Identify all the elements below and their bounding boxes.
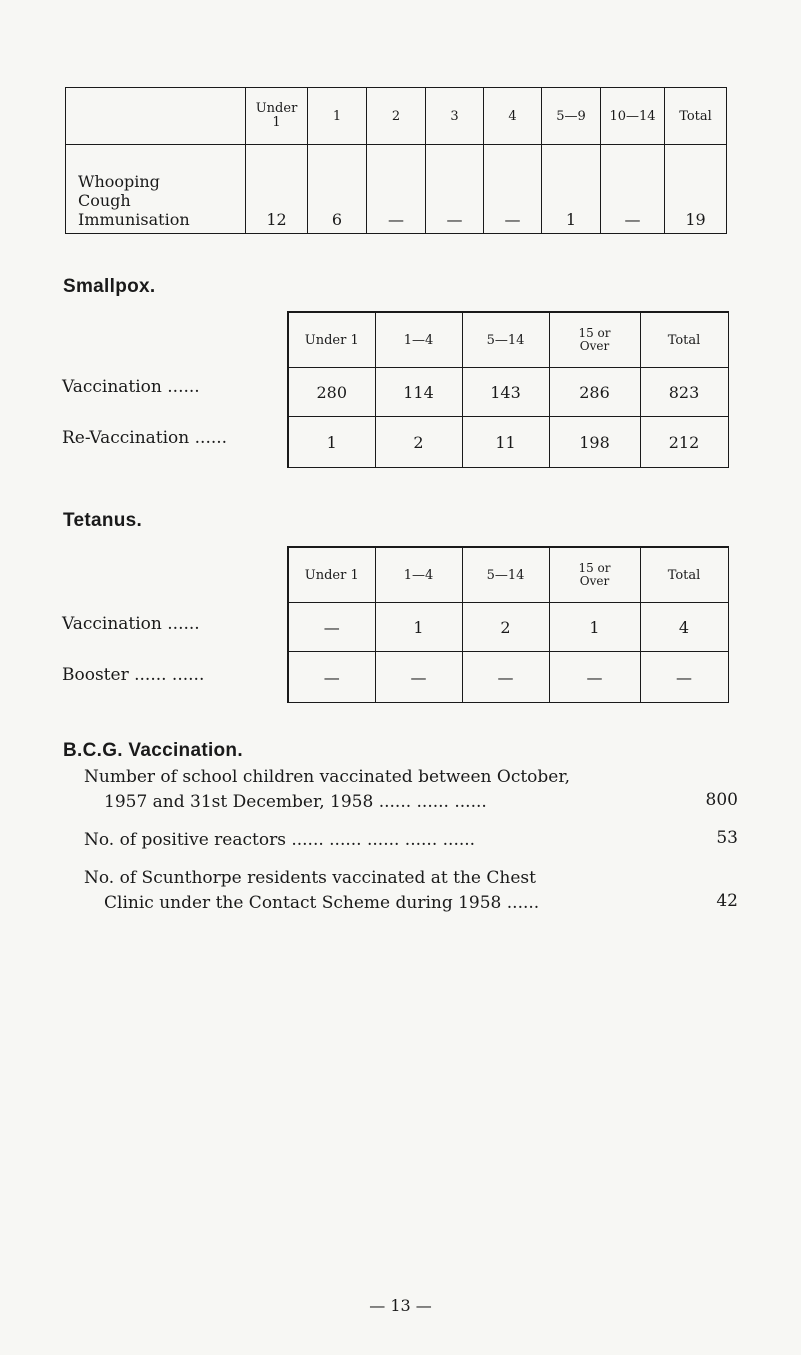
table-row — [288, 417, 728, 468]
bcg-item-3-line-2: Clinic under the Contact Scheme during 1958 ...... — [104, 893, 540, 913]
data-cell: 2 — [462, 603, 549, 652]
header-cell: 1 — [308, 88, 367, 145]
header-cell: 1—4 — [375, 312, 462, 368]
data-cell: — — [288, 652, 375, 703]
header-cell: Under 1 — [288, 312, 375, 368]
data-cell: 12 — [246, 145, 308, 234]
data-cell: — — [375, 652, 462, 703]
header-cell: Total — [665, 88, 727, 145]
data-cell: — — [484, 145, 542, 234]
data-cell: — — [601, 145, 665, 234]
tetanus-heading: Tetanus. — [63, 510, 143, 531]
bcg-item-3-line-1: No. of Scunthorpe residents vaccinated at the Chest — [84, 868, 536, 888]
data-cell: 19 — [665, 145, 727, 234]
header-cell — [66, 88, 246, 145]
page-number: — 13 — — [369, 1296, 432, 1315]
bcg-item-3-value: 42 — [716, 891, 738, 911]
data-cell: 280 — [288, 368, 375, 417]
bcg-item-2-line-1: No. of positive reactors ...... ...... ...... ...... ...... — [84, 830, 476, 850]
header-cell: Under 1 — [288, 547, 375, 603]
label-line: Whooping — [78, 172, 160, 191]
bcg-item-1-value: 800 — [705, 790, 738, 810]
data-cell: 1 — [375, 603, 462, 652]
data-cell: 286 — [549, 368, 640, 417]
row-label-vaccination: Vaccination ...... — [62, 614, 200, 634]
data-cell: — — [426, 145, 484, 234]
data-cell: — — [288, 603, 375, 652]
data-cell: 143 — [462, 368, 549, 417]
data-cell: — — [462, 652, 549, 703]
data-cell: 2 — [375, 417, 462, 468]
header-cell: 10—14 — [601, 88, 665, 145]
data-cell: 198 — [549, 417, 640, 468]
bcg-heading: B.C.G. Vaccination. — [63, 740, 243, 761]
data-cell: — — [367, 145, 426, 234]
tetanus-table — [287, 546, 729, 703]
header-cell: 5—14 — [462, 312, 549, 368]
data-cell: 4 — [640, 603, 728, 652]
data-cell: 823 — [640, 368, 728, 417]
row-label — [66, 145, 246, 234]
data-cell: — — [640, 652, 728, 703]
header-row — [288, 547, 728, 603]
bcg-item-2-value: 53 — [716, 828, 738, 848]
data-cell: 6 — [308, 145, 367, 234]
header-cell: Under 1 — [246, 88, 308, 145]
header-cell: 5—9 — [542, 88, 601, 145]
whooping-cough-table — [65, 87, 727, 234]
table-row — [288, 652, 728, 703]
header-cell: Total — [640, 312, 728, 368]
header-cell: 15 or Over — [549, 547, 640, 603]
data-cell: 1 — [288, 417, 375, 468]
header-cell: 5—14 — [462, 547, 549, 603]
row-label-vaccination: Vaccination ...... — [62, 377, 200, 397]
header-cell: Total — [640, 547, 728, 603]
header-cell: 15 or Over — [549, 312, 640, 368]
header-cell: 1—4 — [375, 547, 462, 603]
table-row — [288, 368, 728, 417]
data-cell: 1 — [542, 145, 601, 234]
smallpox-table — [287, 311, 729, 468]
row-label-booster: Booster ...... ...... — [62, 665, 205, 685]
header-cell: 2 — [367, 88, 426, 145]
header-row — [288, 312, 728, 368]
table-row — [288, 603, 728, 652]
header-row — [66, 88, 727, 145]
header-cell: 4 — [484, 88, 542, 145]
label-line: Immunisation — [78, 210, 190, 229]
data-cell: 114 — [375, 368, 462, 417]
data-cell: — — [549, 652, 640, 703]
header-cell: 3 — [426, 88, 484, 145]
data-cell: 11 — [462, 417, 549, 468]
row-label-revaccination: Re-Vaccination ...... — [62, 428, 228, 448]
label-line: Cough — [78, 191, 131, 210]
bcg-item-1-line-1: Number of school children vaccinated between October, — [84, 767, 571, 787]
bcg-item-1-line-2: 1957 and 31st December, 1958 ...... ...... ...... — [104, 792, 487, 812]
table-row — [66, 145, 727, 234]
smallpox-heading: Smallpox. — [63, 276, 156, 297]
data-cell: 212 — [640, 417, 728, 468]
data-cell: 1 — [549, 603, 640, 652]
